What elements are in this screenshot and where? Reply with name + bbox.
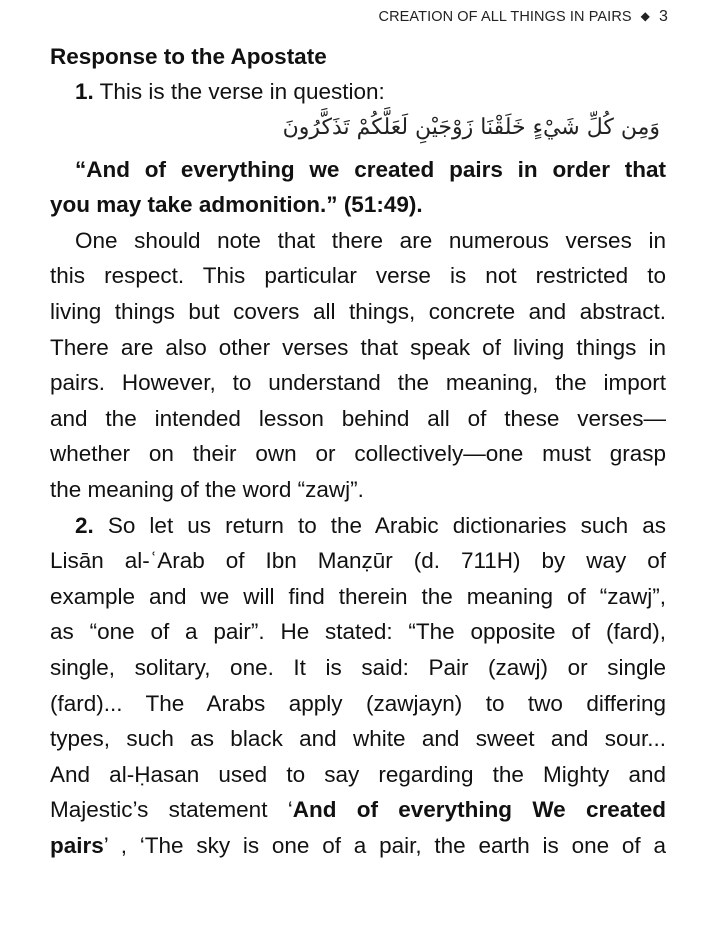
- verse-arabic: وَمِن كُلِّ شَيْءٍ خَلَقْنَا زَوْجَيْنِ لَعَلَّكُمْ تَذَكَّرُونَ: [282, 114, 660, 140]
- running-head-title: CREATION OF ALL THINGS IN PAIRS: [378, 9, 632, 25]
- verse-translation-line-1: “And of everything we created pairs in order that: [75, 156, 666, 182]
- para-2-line: Lisān al-ʿArab of Ibn Manẓūr (d. 711H) by way of: [50, 548, 666, 574]
- para-1-line: this respect. This particular verse is not restricted to: [50, 263, 666, 289]
- para-1-line: and the intended lesson behind all of these verses—: [50, 405, 666, 431]
- para-1-line: There are also other verses that speak of living things in: [50, 334, 666, 360]
- para-2-line: (fard)... The Arabs apply (zawjayn) to two differing: [50, 690, 666, 716]
- point-2-text: So let us return to the Arabic dictionaries such as: [93, 512, 666, 538]
- para-1-line: living things but covers all things, concrete and abstract.: [50, 298, 666, 324]
- para-1-line: whether on their own or collectively—one must grasp: [50, 441, 666, 467]
- point-2-number: 2.: [75, 512, 94, 538]
- para-1-line: pairs. However, to understand the meaning, the import: [50, 370, 666, 396]
- para-2-line: And al-Ḥasan used to say regarding the Mighty and: [50, 761, 666, 787]
- point-2-first-line: [50, 508, 666, 544]
- page-body: [50, 40, 666, 863]
- para-2-line-with-quote: [50, 792, 666, 828]
- verse-reference: (51:49).: [337, 192, 423, 218]
- para-2-text-pre: Majestic’s statement ‘: [50, 797, 293, 823]
- running-head: [379, 8, 668, 26]
- quoted-verse-bold: And of everything We created: [292, 797, 667, 823]
- page-number: 3: [659, 8, 668, 25]
- point-1-number: 1.: [75, 79, 94, 104]
- section-heading: Response to the Apostate: [50, 44, 327, 69]
- para-2-line-last: [50, 828, 666, 864]
- quoted-verse-bold-cont: pairs: [50, 832, 104, 858]
- para-2-text-post: ’ , ‘The sky is one of a pair, the earth is one of a: [103, 832, 666, 858]
- point-1-text: This is the verse in question:: [93, 79, 385, 104]
- para-2-line: types, such as black and white and sweet and sour...: [50, 726, 666, 752]
- para-1-line-last: the meaning of the word “zawj”.: [50, 476, 364, 502]
- verse-translation-line-2: [50, 187, 666, 223]
- para-2-line: single, solitary, one. It is said: Pair (zawj) or single: [50, 654, 666, 680]
- para-2-line: example and we will find therein the meaning of “zawj”,: [50, 583, 666, 609]
- diamond-separator-icon: ◆: [640, 9, 650, 23]
- verse-translation-text: you may take admonition.”: [50, 192, 338, 218]
- para-1-line: One should note that there are numerous verses in: [75, 227, 666, 253]
- point-1-intro: [50, 74, 666, 110]
- para-2-line: as “one of a pair”. He stated: “The opposite of (fard),: [50, 619, 666, 645]
